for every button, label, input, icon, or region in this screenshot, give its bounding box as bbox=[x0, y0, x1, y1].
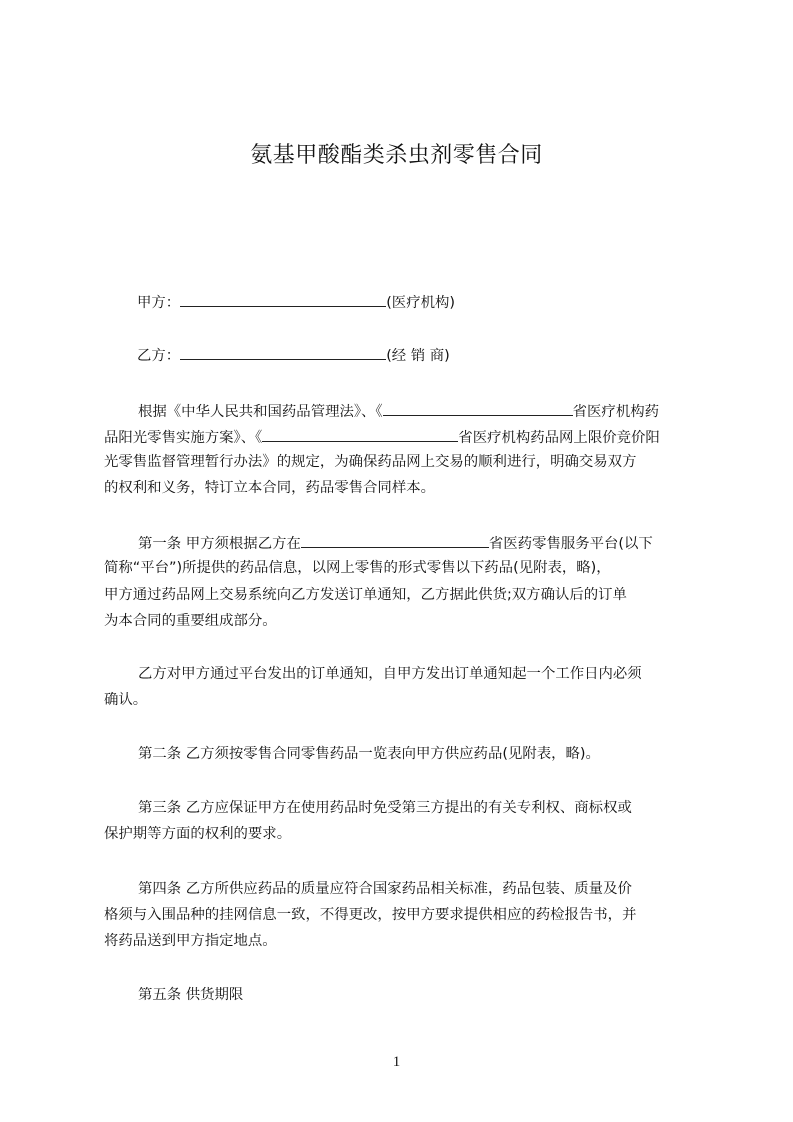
intro-line: 光零售监督管理暂行办法》的规定，为确保药品网上交易的顺利进行，明确交易双方 bbox=[104, 454, 637, 470]
party-a-suffix: (医疗机构) bbox=[386, 295, 455, 311]
article-text: 第一条 甲方须根据乙方在 bbox=[138, 536, 301, 552]
article-line: 格须与入围品种的挂网信息一致，不得更改，按甲方要求提供相应的药检报告书，并 bbox=[104, 907, 637, 923]
province-blank bbox=[383, 400, 573, 416]
article-line: 第三条 乙方应保证甲方在使用药品时免受第三方提出的有关专利权、商标权或 bbox=[138, 800, 632, 816]
article-heading: 第五条 供货期限 bbox=[138, 987, 244, 1003]
party-a-blank bbox=[180, 291, 386, 307]
page-number: 1 bbox=[392, 1054, 401, 1070]
document-title: 氨基甲酸酯类杀虫剂零售合同 bbox=[250, 143, 543, 168]
intro-text: 根据《中华人民共和国药品管理法》、《 bbox=[138, 404, 383, 420]
intro-text: 品阳光零售实施方案》、《 bbox=[104, 430, 263, 446]
party-b-line bbox=[137, 344, 737, 366]
party-b-suffix: (经 销 商) bbox=[386, 348, 450, 364]
article-line: 第四条 乙方所供应药品的质量应符合国家药品相关标准，药品包装、质量及价 bbox=[138, 881, 632, 897]
intro-text: 省医疗机构药品网上限价竞价阳 bbox=[458, 430, 660, 446]
party-a-line bbox=[137, 291, 737, 313]
party-b-label: 乙方： bbox=[137, 348, 181, 364]
intro-line bbox=[104, 400, 738, 422]
article-line bbox=[104, 532, 738, 554]
province-blank bbox=[262, 426, 458, 442]
party-b-blank bbox=[180, 344, 386, 360]
intro-line bbox=[104, 426, 704, 448]
article-line: 将药品送到甲方指定地点。 bbox=[104, 933, 277, 949]
article-line: 保护期等方面的权利的要求。 bbox=[104, 826, 292, 842]
article-line: 第二条 乙方须按零售合同零售药品一览表向甲方供应药品(见附表，略)。 bbox=[138, 746, 600, 762]
article-line: 为本合同的重要组成部分。 bbox=[104, 613, 277, 629]
province-blank bbox=[301, 532, 489, 548]
paragraph-line: 确认。 bbox=[104, 692, 148, 708]
party-a-label: 甲方： bbox=[137, 295, 181, 311]
paragraph-line: 乙方对甲方通过平台发出的订单通知，自甲方发出订单通知起一个工作日内必须 bbox=[138, 666, 642, 682]
intro-line: 的权利和义务，特订立本合同，药品零售合同样本。 bbox=[104, 480, 435, 496]
intro-text: 省医疗机构药 bbox=[572, 404, 659, 420]
article-line: 简称“平台”)所提供的药品信息，以网上零售的形式零售以下药品(见附表，略)， bbox=[104, 560, 611, 576]
article-line: 甲方通过药品网上交易系统向乙方发送订单通知，乙方据此供货;双方确认后的订单 bbox=[104, 587, 627, 603]
article-text: 省医药零售服务平台(以下 bbox=[488, 536, 653, 552]
